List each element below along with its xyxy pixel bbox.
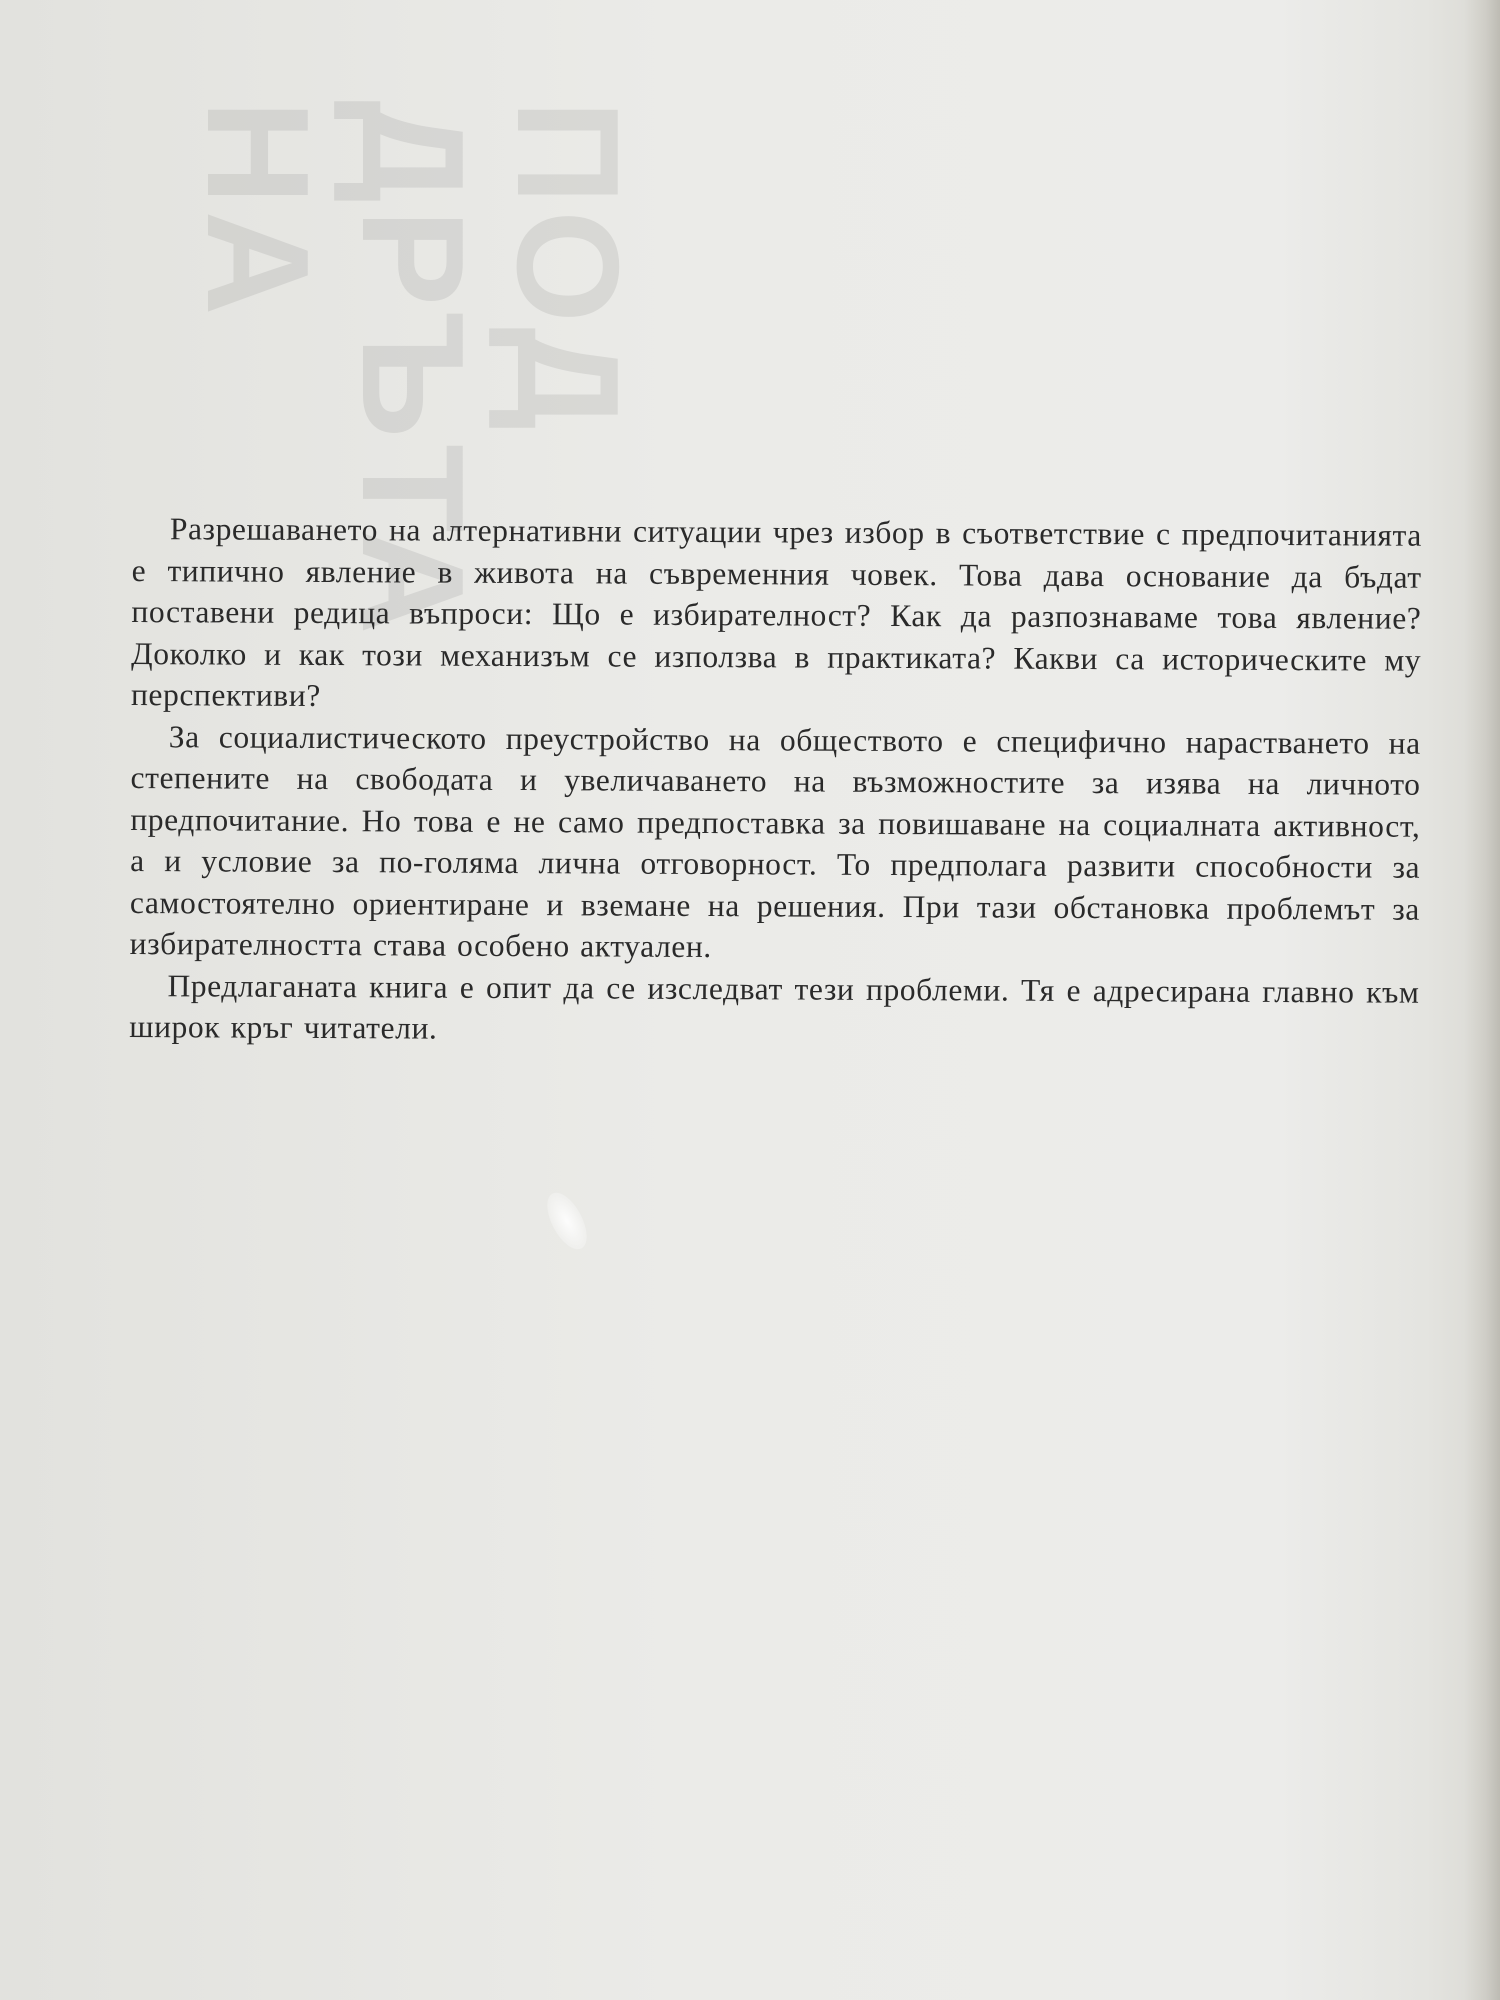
bleed-through-line: ПОД xyxy=(487,100,649,437)
paragraph-3: Предлаганата книга е опит да се изследват тези проблеми. Тя е адресирана главно към широк кръг читатели. xyxy=(129,967,1420,1046)
paragraph-1: Разрешаването на алтернативни ситуации чрез избор в съответствие с предпочитанията е типично явление в живота на съвременния човек. Това дава основание да бъдат поставени редица въпроси: Що е избирателност? Как да разпознаваме това явление? Доколко и как този механизъм се използва в практиката? Какви са историческите му перспективи? xyxy=(130,511,1422,713)
bleed-through-line: ДРЪТА xyxy=(332,100,494,641)
annotation-text xyxy=(129,508,1422,1054)
paragraph-2: За социалистическото преустройство на обществото е специфично нарастването на степените на свободата и увеличаването на възможностите за изява на личното предпочитание. Но това е не само предпоставка за повишаване на социалната активност, а и условие за по-голяма лична отговорност. То предполага развити способности за самостоятелно ориентиране и вземане на решения. При тази обстановка проблемът за избирателността става особено актуален. xyxy=(129,718,1421,965)
bleed-through-line: НА xyxy=(177,100,339,322)
paper-smudge xyxy=(539,1187,595,1256)
page-edge-shadow xyxy=(1464,0,1500,2000)
